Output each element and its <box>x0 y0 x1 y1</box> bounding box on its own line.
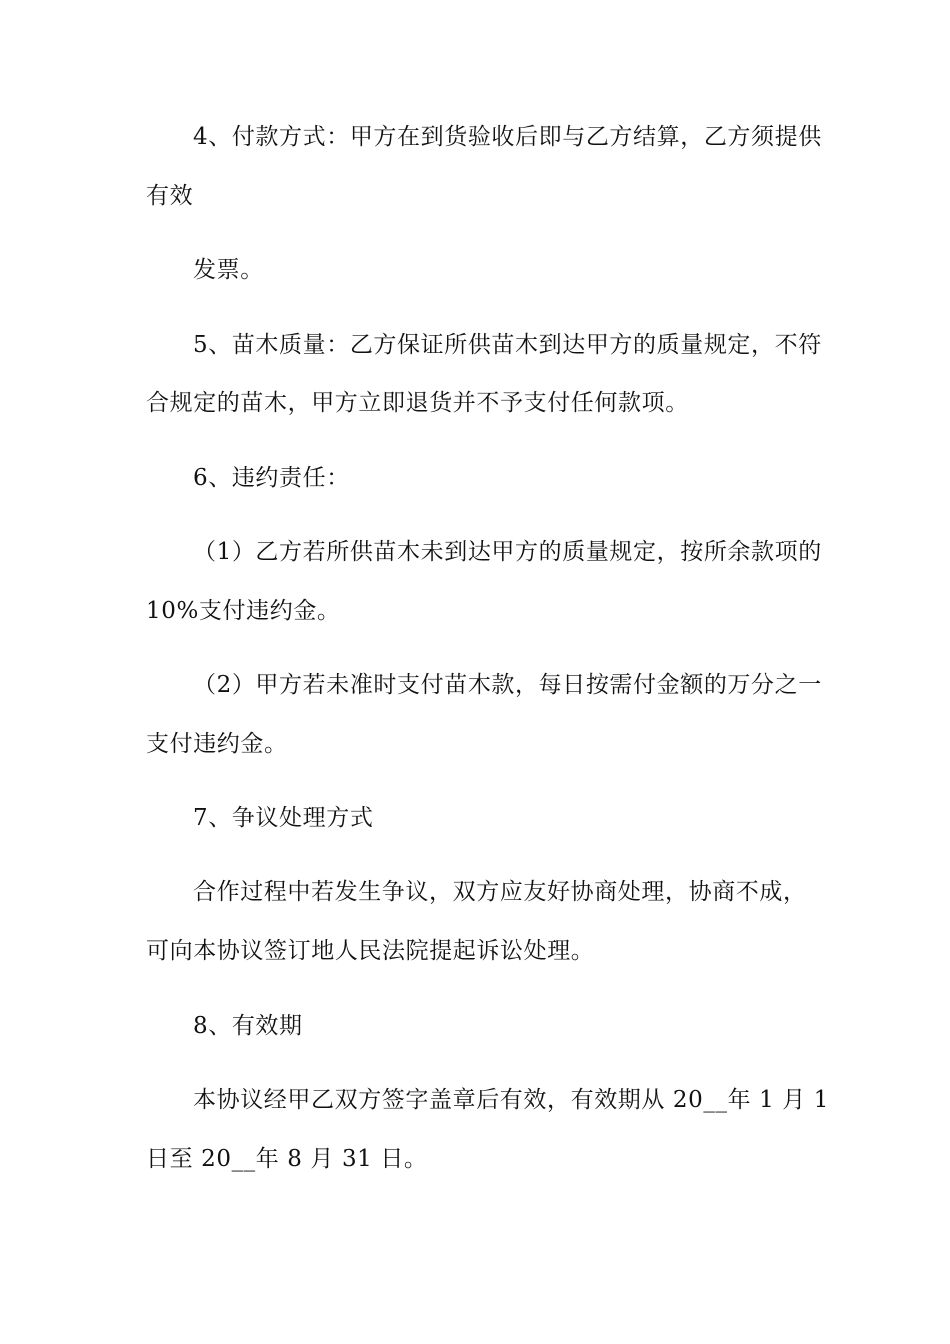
clause-4-payment-line-2: 有效 <box>146 183 194 209</box>
clause-7-body-line-1: 合作过程中若发生争议，双方应友好协商处理，协商不成， <box>193 879 807 905</box>
clause-6-item-2-line-1: （2）甲方若未准时支付苗木款，每日按需付金额的万分之一 <box>193 672 822 698</box>
clause-8-body-line-1: 本协议经甲乙双方签字盖章后有效，有效期从 20__年 1 月 1 <box>193 1087 829 1113</box>
clause-7-body-line-2: 可向本协议签订地人民法院提起诉讼处理。 <box>146 938 595 964</box>
clause-7-heading: 7、争议处理方式 <box>193 805 374 831</box>
clause-4-payment-line-1: 4、付款方式：甲方在到货验收后即与乙方结算，乙方须提供 <box>193 124 822 150</box>
clause-5-quality-line-1: 5、苗木质量：乙方保证所供苗木到达甲方的质量规定，不符 <box>193 332 822 358</box>
clause-5-quality-line-2: 合规定的苗木，甲方立即退货并不予支付任何款项。 <box>146 390 689 416</box>
clause-8-body-line-2: 日至 20__年 8 月 31 日。 <box>146 1146 428 1172</box>
clause-8-heading: 8、有效期 <box>193 1013 303 1039</box>
clause-6-item-1-line-2: 10%支付违约金。 <box>146 598 341 624</box>
clause-6-item-1-line-1: （1）乙方若所供苗木未到达甲方的质量规定，按所余款项的 <box>193 539 822 565</box>
clause-6-heading: 6、违约责任： <box>193 465 350 491</box>
clause-4-payment-line-3: 发票。 <box>193 257 264 283</box>
clause-6-item-2-line-2: 支付违约金。 <box>146 731 288 757</box>
